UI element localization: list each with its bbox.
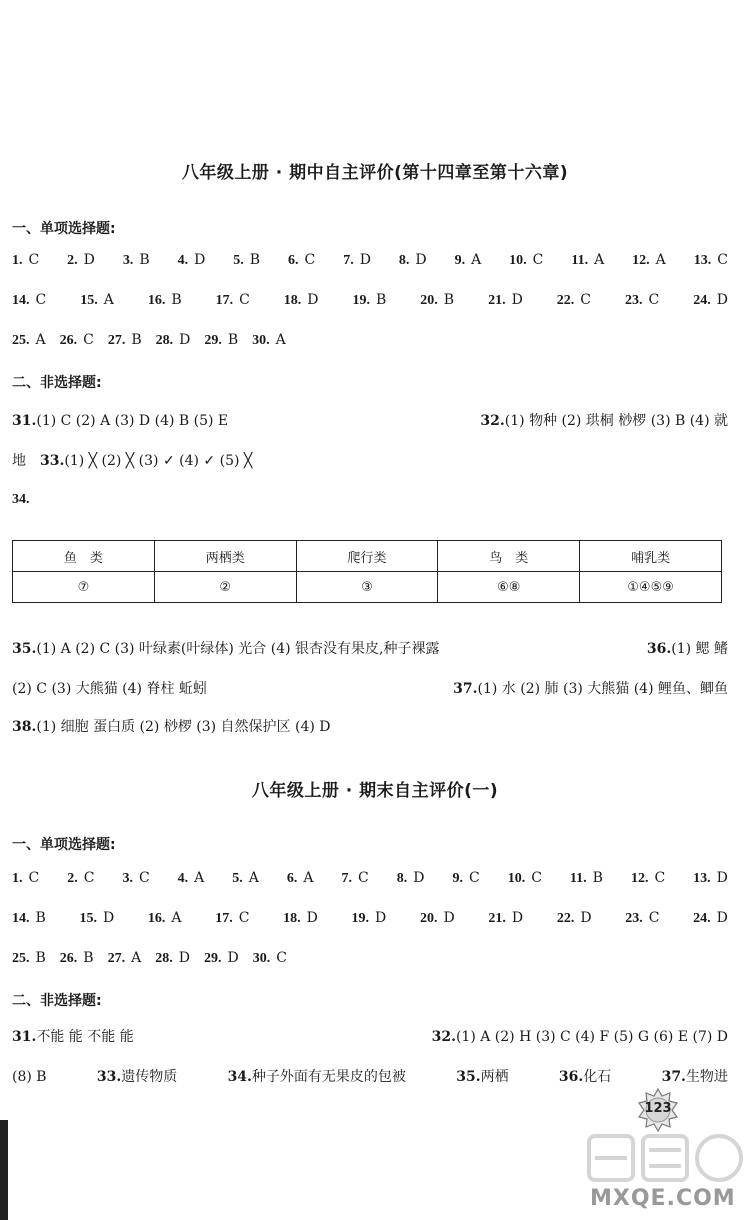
q37-text: (1) 水 (2) 肺 (3) 大熊猫 (4) 鲤鱼、鲫鱼 (477, 681, 728, 697)
mc-answer-letter: B (443, 292, 455, 308)
section2-mc-heading: 一、单项选择题: (12, 837, 116, 853)
mc-answer (108, 332, 142, 349)
q35-number: 35. (12, 641, 37, 657)
mc-answer (12, 332, 46, 349)
table-header-row (13, 541, 722, 572)
mc-answer-letter: D (178, 950, 190, 966)
mc-question-number: 17. (215, 293, 234, 308)
s2-q36-answer (559, 1066, 611, 1086)
mc-answer (488, 910, 523, 927)
mc-answer (232, 870, 259, 887)
section1-mc-row-1 (12, 252, 728, 269)
mc-answer-letter: D (580, 910, 592, 926)
mc-question-number: 14. (12, 293, 30, 308)
mc-question-number: 7. (343, 253, 354, 268)
mc-question-number: 1. (12, 871, 23, 886)
section1-q38-line (12, 716, 728, 736)
mc-question-number: 18. (283, 911, 301, 926)
mc-answer (557, 292, 591, 309)
section2-title: 八年级上册 · 期末自主评价(一) (251, 781, 499, 801)
mc-question-number: 24. (693, 911, 711, 926)
mc-answer-letter: B (139, 252, 150, 268)
mc-answer (509, 252, 543, 269)
q37-answer (453, 678, 728, 698)
mc-answer (570, 870, 603, 887)
mc-answer-letter: C (276, 950, 287, 966)
mc-answer (625, 910, 659, 927)
mc-answer-letter: D (227, 950, 239, 966)
mc-answer-letter: A (35, 332, 46, 348)
table-cell: ③ (296, 572, 438, 603)
mc-answer-letter: C (28, 870, 40, 886)
mc-answer-letter: A (103, 292, 114, 308)
s2-q35-number: 35. (456, 1069, 481, 1085)
mc-question-number: 27. (107, 333, 126, 348)
section1-mc-heading: 一、单项选择题: (12, 221, 116, 237)
mc-answer (148, 910, 182, 927)
mc-answer (288, 252, 315, 269)
mc-answer-letter: C (654, 870, 666, 886)
mc-question-number: 7. (341, 871, 353, 886)
mc-answer-letter: D (306, 910, 318, 926)
mc-answer-letter: C (304, 252, 316, 268)
mc-question-number: 16. (147, 293, 166, 308)
mc-answer (12, 252, 39, 269)
mc-answer-letter: A (303, 870, 314, 886)
mc-answer (60, 950, 94, 967)
mc-answer (80, 292, 114, 309)
table-header-cell: 爬行类 (296, 541, 438, 572)
section1-q35-line (12, 638, 728, 658)
mc-answer (67, 870, 94, 887)
mc-answer-letter: D (83, 252, 95, 268)
mc-question-number: 22. (556, 911, 575, 926)
table-header-cell: 哺乳类 (580, 541, 722, 572)
mc-question-number: 10. (509, 253, 527, 268)
mc-answer-letter: C (83, 332, 94, 348)
s2-q31-text: 不能 能 不能 能 (36, 1029, 134, 1045)
mc-answer (508, 870, 542, 887)
mc-answer-letter: D (194, 252, 206, 268)
mc-answer (693, 870, 728, 887)
mc-answer-letter: B (35, 950, 46, 966)
q34-label: 34. (12, 492, 30, 507)
mc-answer-letter: D (415, 252, 427, 268)
mc-answer (215, 910, 249, 927)
q36-text: (1) 鳃 鳍 (671, 641, 728, 657)
mc-question-number: 5. (233, 253, 244, 268)
s2-q33-text: 遗传物质 (121, 1069, 178, 1085)
mc-answer-letter: D (102, 910, 115, 926)
mc-answer (352, 910, 387, 927)
mc-question-number: 22. (556, 293, 575, 308)
mc-answer (342, 870, 369, 887)
mc-question-number: 24. (693, 293, 711, 308)
section2-q33-line (12, 1066, 728, 1086)
mc-answer (12, 870, 39, 887)
mc-question-number: 26. (59, 333, 78, 348)
mc-answer-letter: B (35, 910, 46, 926)
mc-question-number: 10. (507, 871, 526, 886)
mc-answer-letter: D (307, 292, 319, 308)
mc-answer-letter: A (131, 950, 142, 966)
mc-answer-letter: C (138, 870, 150, 886)
mc-answer-letter: D (179, 332, 191, 348)
q38-answer (12, 716, 331, 736)
s2-q32-continuation: (8) B (12, 1069, 47, 1085)
mc-answer-letter: D (511, 292, 523, 308)
mc-question-number: 21. (488, 293, 506, 308)
mc-question-number: 9. (452, 871, 463, 886)
mc-answer (488, 292, 523, 309)
mc-answer (632, 252, 666, 269)
mc-question-number: 28. (155, 333, 174, 348)
mc-question-number: 27. (107, 951, 126, 966)
s2-q37-answer (662, 1066, 728, 1086)
section2-mc-row-1 (12, 870, 728, 887)
mc-answer (178, 252, 206, 269)
mc-question-number: 4. (177, 871, 189, 886)
q32-continuation: 地 (12, 453, 26, 469)
mc-answer (108, 950, 142, 967)
q32-number: 32. (480, 413, 505, 429)
section2-mc-row-2 (12, 910, 728, 927)
mc-question-number: 17. (215, 911, 233, 926)
table-cell: ② (154, 572, 296, 603)
mc-answer (283, 910, 318, 927)
table-header-cell: 鱼 类 (13, 541, 155, 572)
mc-answer-letter: B (376, 292, 387, 308)
mc-answer-letter: C (83, 870, 95, 886)
mc-answer (60, 332, 94, 349)
s2-q34-answer (228, 1066, 406, 1086)
section2-nonmc-heading: 二、非选择题: (12, 993, 102, 1009)
mc-answer-letter: B (83, 950, 94, 966)
s2-q37-text: 生物进 (685, 1069, 728, 1085)
mc-answer (694, 252, 728, 269)
q31-text: (1) C (2) A (3) D (4) B (5) E (36, 413, 229, 429)
mc-answer-letter: A (248, 870, 259, 886)
mc-answer (397, 870, 425, 887)
mc-answer-letter: B (171, 292, 182, 308)
mc-question-number: 28. (155, 951, 173, 966)
classification-table (12, 540, 722, 603)
s2-q31-answer (12, 1026, 134, 1046)
section1-title: 八年级上册 · 期中自主评价(第十四章至第十六章) (181, 163, 569, 183)
mc-question-number: 23. (625, 293, 643, 308)
mc-question-number: 29. (203, 951, 222, 966)
mc-answer (287, 870, 314, 887)
mc-answer-letter: D (511, 910, 524, 926)
mc-answer-letter: D (443, 910, 455, 926)
mc-answer (557, 910, 592, 927)
mc-question-number: 1. (12, 253, 23, 268)
page-number-badge (636, 1088, 680, 1132)
section2-mc-row-3 (12, 950, 728, 967)
mc-answer-letter: B (249, 252, 261, 268)
mc-answer (12, 292, 46, 309)
mc-question-number: 29. (204, 333, 222, 348)
mc-answer-letter: C (717, 252, 728, 268)
mc-answer-letter: A (655, 252, 666, 268)
mc-answer (253, 950, 287, 967)
mc-answer (155, 950, 190, 967)
q38-text: (1) 细胞 蛋白质 (2) 桫椤 (3) 自然保护区 (4) D (36, 719, 331, 735)
table-cell: ⑦ (13, 572, 155, 603)
mc-answer-letter: A (171, 910, 182, 926)
mc-answer-letter: D (413, 870, 425, 886)
mc-question-number: 13. (693, 253, 712, 268)
mc-answer (455, 252, 482, 269)
mc-answer-letter: C (358, 870, 369, 886)
mc-answer-letter: C (468, 870, 480, 886)
table-row (13, 572, 722, 603)
mc-answer (122, 870, 149, 887)
mc-answer-letter: A (275, 332, 286, 348)
s2-q35-answer (456, 1066, 508, 1086)
watermark-text: MXQE.COM (590, 1186, 736, 1211)
mc-answer (12, 910, 46, 927)
mc-question-number: 9. (454, 253, 466, 268)
s2-q34-text: 种子外面有无果皮的包被 (251, 1069, 406, 1085)
mc-answer-letter: C (531, 870, 542, 886)
s2-q31-number: 31. (12, 1029, 37, 1045)
mc-question-number: 4. (177, 253, 189, 268)
mc-question-number: 18. (283, 293, 302, 308)
q31-answer (12, 413, 228, 429)
mc-question-number: 11. (569, 871, 587, 886)
mc-answer (178, 870, 205, 887)
mc-answer (233, 252, 260, 269)
s2-q35-text: 两栖 (480, 1069, 509, 1085)
mc-answer (67, 252, 95, 269)
page-edge-shadow (0, 1120, 8, 1220)
mc-answer-letter: C (532, 252, 544, 268)
mc-answer-letter: C (35, 292, 47, 308)
mc-answer (693, 292, 728, 309)
mc-question-number: 6. (286, 871, 298, 886)
mc-question-number: 15. (80, 293, 98, 308)
q36-number: 36. (646, 641, 672, 657)
s2-q34-number: 34. (227, 1069, 252, 1085)
section1-q33-line (12, 450, 728, 470)
mc-question-number: 14. (12, 911, 30, 926)
mc-answer (204, 332, 238, 349)
mc-question-number: 3. (122, 871, 133, 886)
q36-answer (647, 638, 728, 658)
mc-answer-letter: D (359, 252, 371, 268)
mc-question-number: 21. (488, 911, 506, 926)
mc-question-number: 16. (147, 911, 166, 926)
mc-answer (420, 910, 455, 927)
q38-number: 38. (12, 719, 37, 735)
section1-nonmc-heading: 二、非选择题: (12, 375, 102, 391)
mc-answer-letter: C (648, 292, 660, 308)
table-cell: ①④⑤⑨ (580, 572, 722, 603)
s2-q32-answer (432, 1029, 728, 1045)
mc-answer-letter: D (716, 910, 728, 926)
mc-question-number: 8. (398, 253, 410, 268)
mc-answer (571, 252, 604, 269)
mc-answer (452, 870, 479, 887)
s2-q37-number: 37. (661, 1069, 686, 1085)
mc-answer-letter: A (471, 252, 482, 268)
mc-question-number: 30. (252, 951, 271, 966)
mc-question-number: 25. (12, 951, 30, 966)
q33-number: 33. (40, 453, 65, 469)
table-cell: ⑥⑧ (438, 572, 580, 603)
mc-answer-letter: D (716, 870, 728, 886)
section1-q31-line (12, 410, 728, 430)
q36-continuation: (2) C (3) 大熊猫 (4) 脊柱 蚯蚓 (12, 681, 207, 697)
mc-question-number: 19. (352, 293, 371, 308)
mc-answer-letter: C (239, 292, 250, 308)
mc-question-number: 2. (67, 871, 78, 886)
q33-text: (1) ╳ (2) ╳ (3) ✓ (4) ✓ (5) ╳ (64, 453, 253, 469)
mc-answer (343, 252, 371, 269)
mc-answer-letter: B (592, 870, 603, 886)
mc-question-number: 30. (252, 333, 270, 348)
mc-question-number: 15. (79, 911, 97, 926)
mc-answer (12, 950, 46, 967)
q33-answer (40, 453, 252, 469)
mc-answer (399, 252, 427, 269)
mc-answer-letter: C (28, 252, 40, 268)
q35-text: (1) A (2) C (3) 叶绿素(叶绿体) 光合 (4) 银杏没有果皮,种子裸露 (36, 641, 440, 657)
mc-answer (353, 292, 387, 309)
mc-answer (204, 950, 239, 967)
table-header-cell: 鸟 类 (438, 541, 580, 572)
mc-question-number: 23. (625, 911, 643, 926)
s2-q32-number: 32. (431, 1029, 456, 1045)
q31-number: 31. (12, 413, 37, 429)
mc-question-number: 20. (420, 293, 438, 308)
mc-answer (216, 292, 250, 309)
mc-answer (693, 910, 728, 927)
s2-q33-answer (97, 1066, 177, 1086)
mc-answer-letter: C (580, 292, 592, 308)
mc-question-number: 12. (632, 253, 650, 268)
mc-question-number: 8. (396, 871, 408, 886)
s2-q33-number: 33. (96, 1069, 122, 1085)
mc-question-number: 3. (122, 253, 134, 268)
mc-answer-letter: C (238, 910, 250, 926)
mc-question-number: 5. (232, 871, 243, 886)
mc-question-number: 19. (351, 911, 370, 926)
mc-answer-letter: C (648, 910, 660, 926)
s2-q36-text: 化石 (583, 1069, 612, 1085)
mc-answer-letter: D (716, 292, 728, 308)
mc-answer-letter: A (194, 870, 205, 886)
s2-q32-text: (1) A (2) H (3) C (4) F (5) G (6) E (7) D (455, 1029, 728, 1045)
mc-question-number: 25. (12, 333, 30, 348)
s2-q36-number: 36. (558, 1069, 584, 1085)
mc-answer-letter: B (131, 332, 142, 348)
mc-answer (252, 332, 286, 349)
section1-q37-line (12, 678, 728, 698)
mc-question-number: 20. (419, 911, 438, 926)
mc-answer (79, 910, 114, 927)
mc-question-number: 11. (571, 253, 589, 268)
mc-answer (625, 292, 659, 309)
mc-answer (284, 292, 319, 309)
mc-question-number: 26. (59, 951, 78, 966)
mc-answer-letter: D (375, 910, 387, 926)
mc-question-number: 6. (288, 253, 299, 268)
mc-answer-letter: B (227, 332, 239, 348)
q32-answer (480, 410, 728, 430)
table-header-cell: 两栖类 (154, 541, 296, 572)
section1-mc-row-2 (12, 292, 728, 309)
mc-answer-letter: A (594, 252, 605, 268)
q32-text: (1) 物种 (2) 珙桐 桫椤 (3) B (4) 就 (504, 413, 728, 429)
mc-answer (156, 332, 191, 349)
q35-answer (12, 638, 439, 658)
mc-question-number: 2. (67, 253, 78, 268)
mc-answer (123, 252, 150, 269)
mc-answer (631, 870, 665, 887)
mc-answer (420, 292, 454, 309)
section1-mc-row-3 (12, 332, 728, 349)
q37-number: 37. (453, 681, 478, 697)
page-number: 123 (644, 1101, 672, 1116)
mc-question-number: 13. (693, 871, 711, 886)
mc-answer (148, 292, 182, 309)
mc-question-number: 12. (630, 871, 649, 886)
section2-q31-line (12, 1026, 728, 1046)
